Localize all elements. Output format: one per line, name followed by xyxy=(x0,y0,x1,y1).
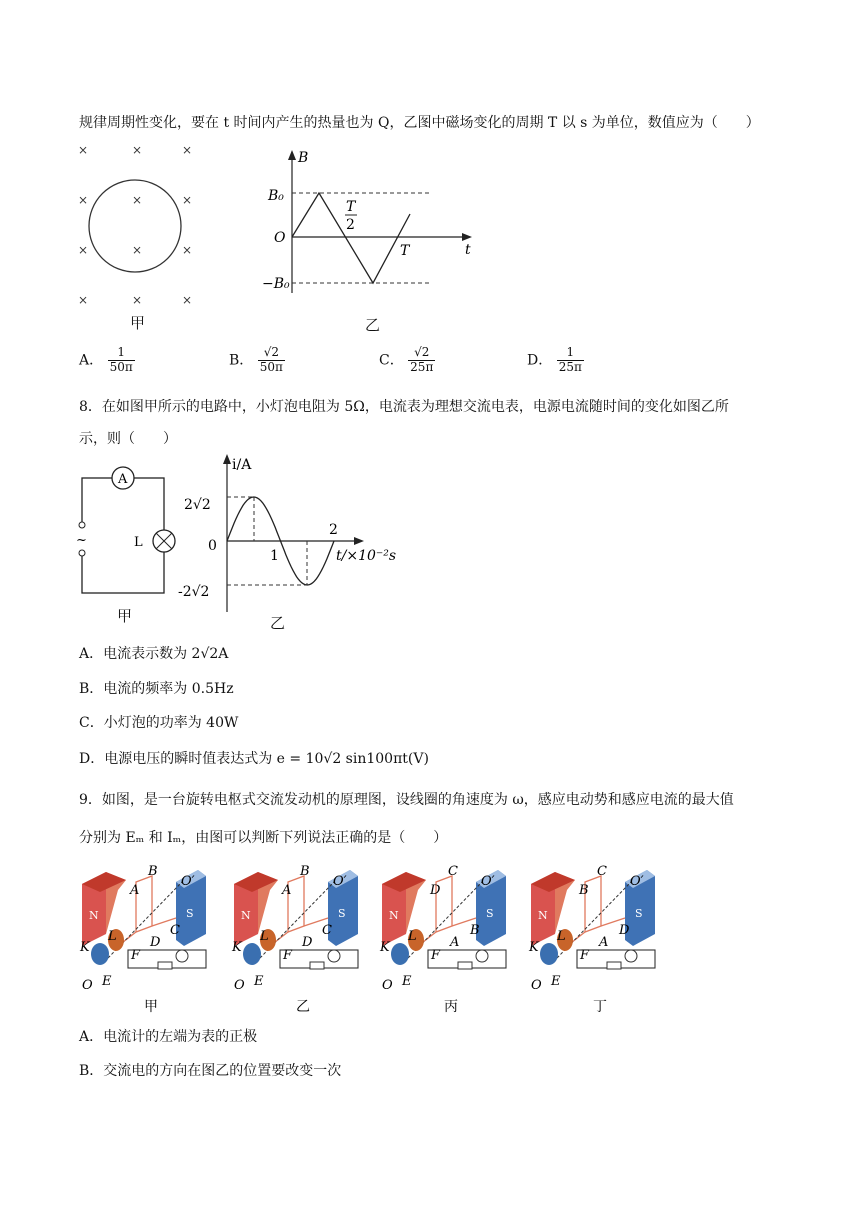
coil-point-label: K xyxy=(80,940,90,955)
coil-point-label: K xyxy=(380,940,390,955)
coil-point-label: C xyxy=(170,923,180,938)
svg-text:×: × xyxy=(78,193,89,207)
q8-option-c[interactable]: C．小灯泡的功率为 40W xyxy=(79,715,239,731)
axis-y-label: i/A xyxy=(232,457,252,473)
svg-text:×: × xyxy=(182,243,193,257)
option-fraction: $\frac{1}{25\pi}$ xyxy=(558,345,582,374)
terminal-icon xyxy=(79,522,85,528)
q8-circuit-caption: 甲 xyxy=(117,607,133,625)
svg-text:×: × xyxy=(132,193,143,207)
q8-stem-line2: 示，则（ ） xyxy=(79,431,177,447)
cross-marks xyxy=(78,143,192,307)
svg-text:×: × xyxy=(132,143,143,157)
generator-panels xyxy=(78,862,678,1017)
coil-point-label: D xyxy=(430,883,441,898)
coil-point-label: L xyxy=(408,929,417,944)
q7-option-d[interactable] xyxy=(527,346,584,375)
half-t-num: T xyxy=(346,199,356,215)
coil-point-label: C xyxy=(597,864,607,879)
svg-text:×: × xyxy=(78,243,89,257)
coil-point-label: D xyxy=(302,935,313,950)
panel-caption: 甲 xyxy=(144,999,158,1015)
svg-text:×: × xyxy=(182,293,193,307)
half-t-den: 2 xyxy=(346,217,355,233)
axis-x-label: t/×10⁻²s xyxy=(336,548,397,564)
origin-label: O xyxy=(274,230,286,246)
coil-point-label: O′ xyxy=(333,874,347,889)
q8-graph-caption: 乙 xyxy=(270,614,286,632)
coil-point-label: E xyxy=(102,974,112,989)
coil-point-label: A xyxy=(450,935,460,950)
q9-option-b[interactable]: B．交流电的方向在图乙的位置要改变一次 xyxy=(79,1063,342,1079)
generator-panel xyxy=(527,862,667,1017)
coil-point-label: B xyxy=(148,864,158,879)
magnet-n-label: N xyxy=(538,909,548,922)
generator-panel xyxy=(78,862,218,1017)
coil-point-label: O xyxy=(82,978,93,993)
magnet-s-label: S xyxy=(635,907,643,920)
q7-bt-graph xyxy=(262,148,482,298)
option-letter: D． xyxy=(527,352,553,369)
option-letter: B． xyxy=(229,352,254,369)
coil-point-label: B xyxy=(579,883,589,898)
coil-point-label: A xyxy=(282,883,292,898)
coil-point-label: O′ xyxy=(481,874,495,889)
ymax-label: 2√2 xyxy=(184,497,211,513)
magnet-n-label: N xyxy=(389,909,399,922)
axis-y-label: B xyxy=(298,150,309,166)
q7-fig-right-caption: 乙 xyxy=(365,316,381,334)
q7-stem-tail: 规律周期性变化，要在 t 时间内产生的热量也为 Q，乙图中磁场变化的周期 T 以 s 为单位，数值应为（ ） xyxy=(79,115,760,131)
svg-text:×: × xyxy=(182,193,193,207)
coil-point-label: F xyxy=(131,948,141,963)
q8-option-d[interactable]: D．电源电压的瞬时值表达式为 e = 10√2 sin100πt(V) xyxy=(79,751,429,767)
coil-point-label: K xyxy=(529,940,539,955)
option-fraction: $\frac{√2}{50\pi}$ xyxy=(259,345,283,374)
svg-text:L: L xyxy=(134,535,143,550)
option-letter: C． xyxy=(379,352,404,369)
coil-point-label: F xyxy=(283,948,293,963)
coil-point-label: O xyxy=(234,978,245,993)
option-fraction: $\frac{1}{50\pi}$ xyxy=(109,345,133,374)
ac-source-icon: ~ xyxy=(76,533,87,548)
coil-point-label: D xyxy=(150,935,161,950)
magnet-s-label: S xyxy=(186,907,194,920)
svg-text:×: × xyxy=(78,293,89,307)
coil-point-label: B xyxy=(470,923,480,938)
q7-field-figure xyxy=(70,140,210,310)
tick1-label: 1 xyxy=(270,548,279,564)
q7-option-a[interactable] xyxy=(79,346,135,375)
coil-point-label: B xyxy=(300,864,310,879)
coil-point-label: O xyxy=(382,978,393,993)
coil-point-label: O xyxy=(531,978,542,993)
q9-option-a[interactable]: A．电流计的左端为表的正极 xyxy=(79,1029,258,1045)
svg-text:×: × xyxy=(182,143,193,157)
coil-point-label: O′ xyxy=(181,874,195,889)
b0-label: B₀ xyxy=(268,188,284,204)
neg-b0-label: −B₀ xyxy=(262,276,290,292)
option-fraction: $\frac{√2}{25\pi}$ xyxy=(410,345,434,374)
magnet-n-label: N xyxy=(89,909,99,922)
magnet-n-label: N xyxy=(241,909,251,922)
coil-point-label: F xyxy=(431,948,441,963)
coil-point-label: C xyxy=(448,864,458,879)
coil-point-label: A xyxy=(130,883,140,898)
magnet-s-label: S xyxy=(338,907,346,920)
coil-point-label: C xyxy=(322,923,332,938)
coil-point-label: L xyxy=(557,929,566,944)
q7-option-b[interactable] xyxy=(229,346,285,375)
ymin-label: -2√2 xyxy=(178,584,210,600)
coil-point-label: K xyxy=(232,940,242,955)
axis-x-label: t xyxy=(465,242,471,258)
panel-caption: 乙 xyxy=(296,999,310,1015)
coil-point-label: L xyxy=(260,929,269,944)
q7-option-c[interactable] xyxy=(379,346,435,375)
coil-point-label: O′ xyxy=(630,874,644,889)
option-letter: A． xyxy=(79,352,104,369)
coil-point-label: E xyxy=(254,974,264,989)
coil-point-label: L xyxy=(108,929,117,944)
q9-stem-line1: 9．如图，是一台旋转电枢式交流发动机的原理图，设线圈的角速度为 ω，感应电动势和感应电流的最大值 xyxy=(79,792,734,808)
q8-it-graph xyxy=(174,452,404,614)
q7-fig-left-caption: 甲 xyxy=(130,314,146,332)
terminal-icon xyxy=(79,550,85,556)
magnet-s-label: S xyxy=(486,907,494,920)
svg-text:×: × xyxy=(132,293,143,307)
panel-caption: 丁 xyxy=(593,999,607,1015)
generator-panel xyxy=(378,862,518,1017)
q8-option-a[interactable]: A．电流表示数为 2√2A xyxy=(79,646,229,662)
coil-point-label: E xyxy=(402,974,412,989)
q8-circuit xyxy=(72,460,182,600)
svg-text:×: × xyxy=(132,243,143,257)
q8-stem-line1: 8．在如图甲所示的电路中，小灯泡电阻为 5Ω，电流表为理想交流电表，电源电流随时间的变化如图乙所 xyxy=(79,399,729,415)
t-label: T xyxy=(400,243,410,259)
tick2-label: 2 xyxy=(329,522,338,538)
panel-caption: 丙 xyxy=(444,999,458,1015)
coil-point-label: F xyxy=(580,948,590,963)
zero-label: 0 xyxy=(208,538,217,554)
svg-text:A: A xyxy=(118,472,128,487)
svg-text:×: × xyxy=(78,143,89,157)
coil-point-label: D xyxy=(619,923,630,938)
generator-panel xyxy=(230,862,370,1017)
q8-option-b[interactable]: B．电流的频率为 0.5Hz xyxy=(79,681,234,697)
q9-stem-line2: 分别为 Eₘ 和 Iₘ，由图可以判断下列说法正确的是（ ） xyxy=(79,830,448,846)
coil-point-label: E xyxy=(551,974,561,989)
coil-point-label: A xyxy=(599,935,609,950)
